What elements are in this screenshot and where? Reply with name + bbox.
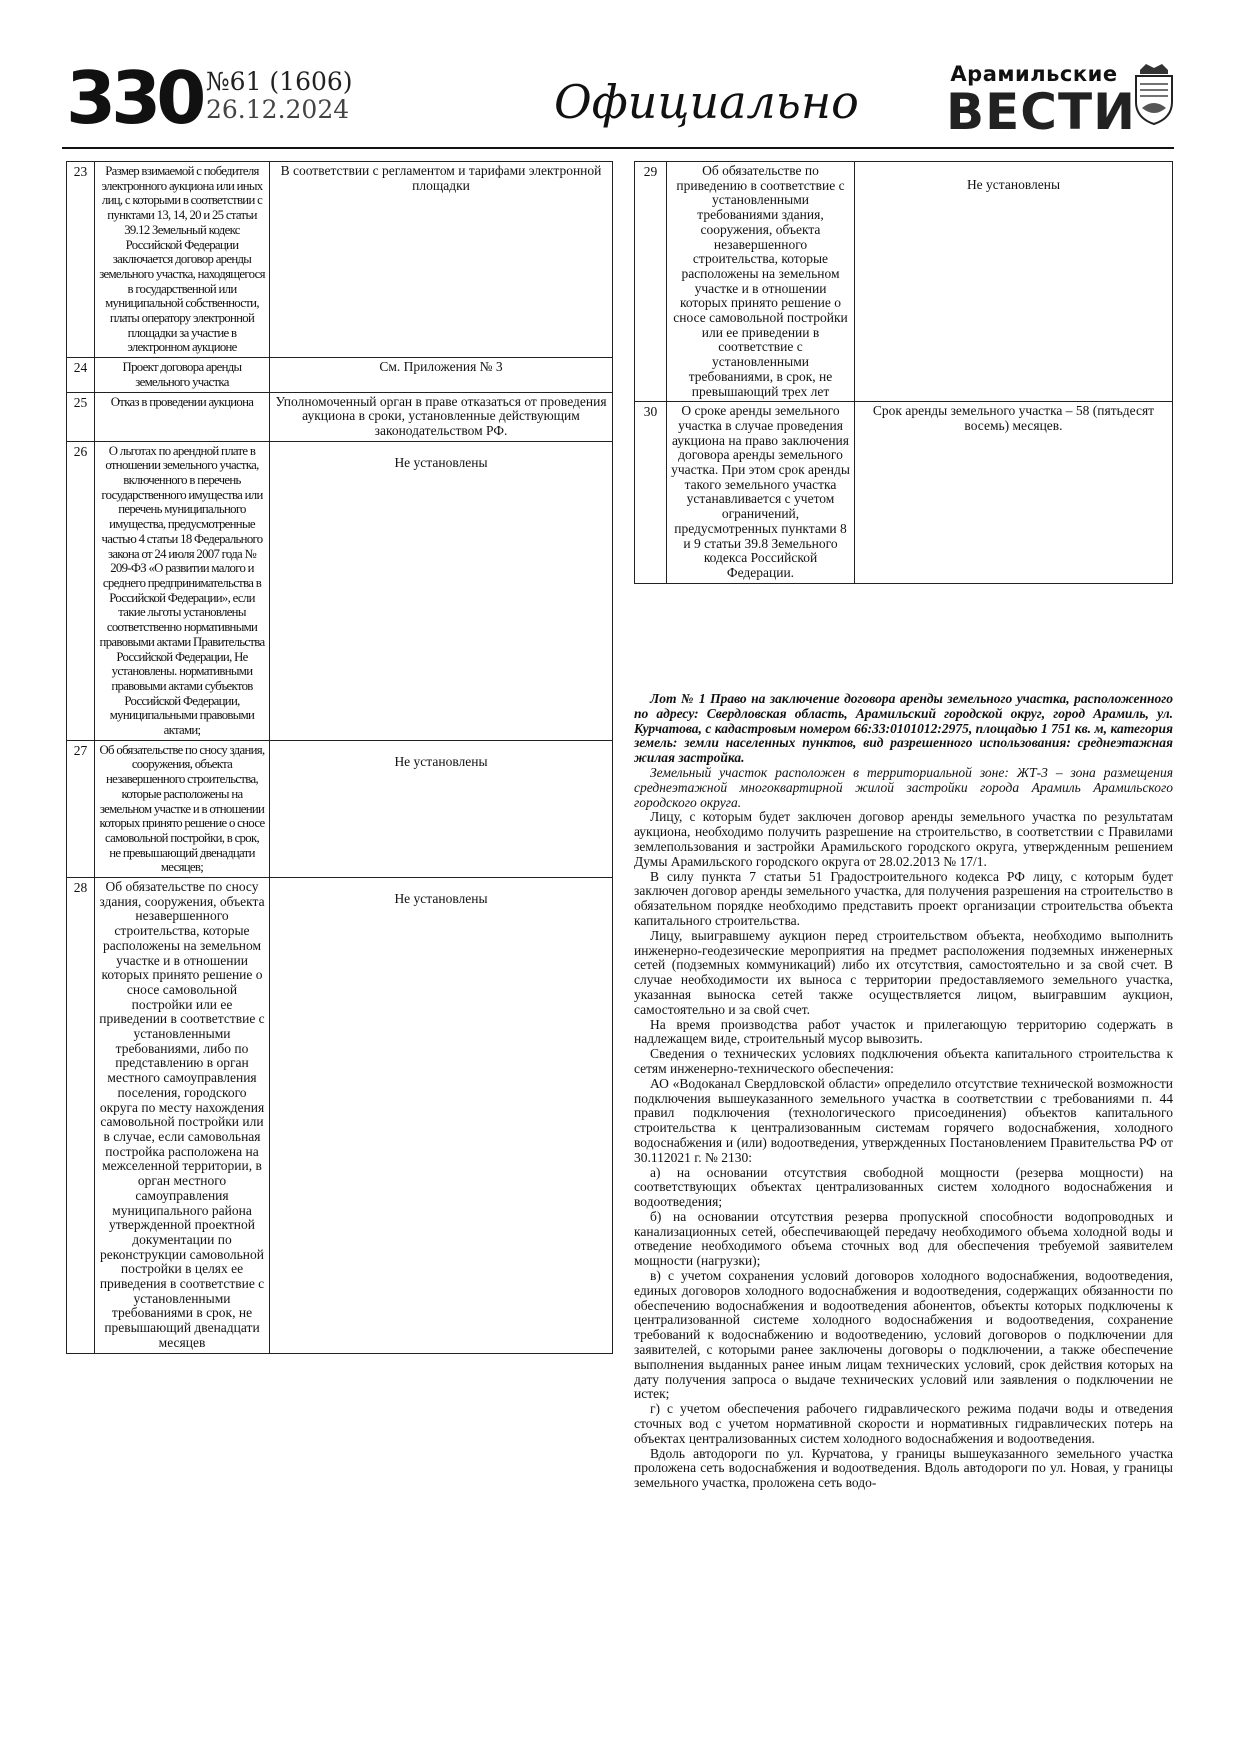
row-value: Не установлены	[270, 740, 613, 877]
row-number: 24	[67, 358, 95, 392]
paragraph: В силу пункта 7 статьи 51 Градостроительного кодекса РФ лицу, с которым будет заключен договор аренды земельного участка, для получения разрешения на строительство в обязательном порядке необходимо представить проект организации строительства объекта капитального строительства.	[634, 868, 1173, 928]
newspaper-logo	[946, 62, 1136, 141]
row-label: Об обязательстве по сносу здания, сооружения, объекта незавершенного строительства, которые расположены на земельном участке и в отношении которых принято решение о сносе самовольной постройки, в срок, не превышающий двенадцати месяцев;	[95, 740, 270, 877]
row-number: 27	[67, 740, 95, 877]
row-number: 29	[635, 162, 667, 402]
row-value: Не установлены	[270, 441, 613, 740]
table-row	[67, 392, 613, 441]
row-value: Не установлены	[855, 162, 1173, 402]
issue-number: №61 (1606)	[206, 67, 353, 96]
issue-date: 26.12.2024	[206, 95, 350, 124]
row-value: Уполномоченный орган в праве отказаться от проведения аукциона в сроки, установленные действующим законодательством РФ.	[270, 392, 613, 441]
auction-conditions-table-left	[66, 161, 613, 1354]
list-item: в) с учетом сохранения условий договоров холодного водоснабжения, водоотведения, единых договоров холодного водоснабжения и водоотведения, содержащих обязанности по обеспечению водоснабжения и водоотведения абонентов, объекты которых подключены к централизованной системе холодного водоснабжения и водоотведения, сохранение требований к водоснабжению и водоотведению, условий договоров о подключении для заявителей, с которыми ранее заключены договоры о подключении, а также обеспечение выполнения выданных ранее иным лицам технических условий, срок действия которых на дату получения запроса о выдаче технических условий или заявления о подключении не истек;	[634, 1268, 1173, 1402]
paragraph: На время производства работ участок и прилегающую территорию содержать в надлежащем виде, строительный мусор вывозить.	[634, 1016, 1173, 1047]
zone-paragraph: Земельный участок расположен в территориальной зоне: ЖТ-3 – зона размещения среднеэтажной многоквартирной жилой застройки города Арамиль Арамильского городского округа.	[634, 764, 1173, 810]
row-number: 25	[67, 392, 95, 441]
row-label: О льготах по арендной плате в отношении земельного участка, включенного в перечень государственного имущества или перечень муниципального имущества, предусмотренные частью 4 статьи 18 Федерального закона от 24 июля 2007 года № 209-ФЗ «О развитии малого и среднего предпринимательства в Российской Федерации», если такие льготы установлены соответственно нормативными правовыми актами Правительства Российской Федерации, Не установлены. нормативными правовыми актами субъектов Российской Федерации, муниципальными правовыми актами;	[95, 441, 270, 740]
lot-heading: Лот № 1 Право на заключение договора аренды земельного участка, расположенного по адресу: Свердловская область, Арамильский городской округ, город Арамиль, ул. Курчатова, с кадастровым номером 66:33:0101012:2975, площадью 1 751 кв. м, категория земель: земли населенных пунктов, вид разрешенного использования: среднеэтажная жилая застройка.	[634, 691, 1173, 766]
list-item: г) с учетом обеспечения рабочего гидравлического режима подачи воды и отведения сточных вод с учетом нормативной скорости и нормативных гидравлических потерь на объектах централизованных систем холодного водоснабжения и водоотведения.	[634, 1401, 1173, 1446]
paragraph: Вдоль автодороги по ул. Курчатова, у границы вышеуказанного земельного участка проложена сеть водоснабжения и водоотведения. Вдоль автодороги по ул. Новая, у границы земельного участка, проложена сеть водо-	[634, 1445, 1173, 1491]
table-row	[67, 358, 613, 392]
header-rule	[62, 147, 1174, 149]
row-value: Не установлены	[270, 878, 613, 1354]
section-title: Официально	[554, 75, 859, 129]
row-number: 26	[67, 441, 95, 740]
lot-description	[634, 692, 1173, 1491]
table-row	[67, 740, 613, 877]
row-label: Об обязательстве по приведению в соответствие с установленными требованиями здания, сооружения, объекта незавершенного строительства, которые расположены на земельном участке и в отношении которых принято решение о сносе самовольной постройки или ее приведении в соответствие с установленными требованиями, в срок, не превышающий трех лет	[667, 162, 855, 402]
table-row	[635, 162, 1173, 402]
page-number: 330	[66, 56, 202, 140]
table-row	[67, 441, 613, 740]
issue-info	[206, 68, 353, 124]
row-label: О сроке аренды земельного участка в случае проведения аукциона на право заключения договора аренды земельного участка. При этом срок аренды такого земельного участка устанавливается с учетом ограничений, предусмотренных пунктами 8 и 9 статьи 39.8 Земельного кодекса Российской Федерации.	[667, 402, 855, 583]
row-label: Об обязательстве по сносу здания, сооружения, объекта незавершенного строительства, которые расположены на земельном участке и в отношении которых принято решение о сносе самовольной постройки или ее приведении в соответствие с установленными требованиями, либо по представлению в орган местного самоуправления поселения, городского округа по месту нахождения самовольной постройки или в случае, если самовольная постройка расположена на межселенной территории, в орган местного самоуправления муниципального района утвержденной проектной документации по реконструкции самовольной постройки в целях ее приведения в соответствие с установленными требованиями в срок, не превышающий двенадцати месяцев	[95, 878, 270, 1354]
row-number: 23	[67, 162, 95, 358]
logo-main-text: ВЕСТИ	[946, 83, 1136, 141]
row-label: Размер взимаемой с победителя электронного аукциона или иных лиц, с которыми в соответствии с пунктами 13, 14, 20 и 25 статьи 39.12 Земельный кодекс Российской Федерации заключается договор аренды земельного участка, находящегося в государственной или муниципальной собственности, платы оператору электронной площадки за участие в электронном аукционе	[95, 162, 270, 358]
paragraph: Лицу, с которым будет заключен договор аренды земельного участка по результатам аукциона, необходимо получить разрешение на строительство, в соответствии с Правилами землепользования и застройки Арамильского городского округа, утвержденным решением Думы Арамильского городского округа от 28.02.2013 № 17/1.	[634, 809, 1173, 869]
logo-top-text: Арамильские	[950, 62, 1118, 86]
paragraph: Сведения о технических условиях подключения объекта капитального строительства к сетям инженерно-технического обеспечения:	[634, 1046, 1173, 1076]
row-number: 28	[67, 878, 95, 1354]
row-label: Отказ в проведении аукциона	[95, 392, 270, 441]
list-item: б) на основании отсутствия резерва пропускной способности водопроводных и канализационных сетей, обеспечивающей передачу необходимого объема холодной воды и отведение необходимого объема сточных вод для обеспечения требуемой заявителем мощности (нагрузки);	[634, 1208, 1173, 1269]
paragraph: АО «Водоканал Свердловской области» определило отсутствие технической возможности подключения вышеуказанного земельного участка в соответствии с требованиями п. 44 правил подключения (технологического присоединения) объектов капитального строительства к централизованным системам горячего водоснабжения, холодного водоснабжения и (или) водоотведения, утвержденных Постановлением Правительства РФ от 30.112021 г. № 2130:	[634, 1075, 1173, 1165]
row-value: Срок аренды земельного участка – 58 (пятьдесят восемь) месяцев.	[855, 402, 1173, 583]
row-value: См. Приложения № 3	[270, 358, 613, 392]
row-label: Проект договора аренды земельного участка	[95, 358, 270, 392]
table-row	[67, 162, 613, 358]
auction-conditions-table-right	[634, 161, 1173, 584]
row-number: 30	[635, 402, 667, 583]
coat-of-arms-icon	[1132, 62, 1176, 126]
list-item: а) на основании отсутствия свободной мощности (резерва мощности) на соответствующих объектах централизованных систем холодного водоснабжения и водоотведения;	[634, 1164, 1173, 1210]
table-row	[67, 878, 613, 1354]
row-value: В соответствии с регламентом и тарифами электронной площадки	[270, 162, 613, 358]
paragraph: Лицу, выигравшему аукцион перед строительством объекта, необходимо выполнить инженерно-геодезические мероприятия на предмет расположения подземных инженерных сетей (подземных коммуникаций) либо их отсутствия, самостоятельно и за свой счет. В случае необходимости их выноса с территории предоставляемого земельного участка, указанная выноска сетей также осуществляется лицом, выигравшим аукцион, самостоятельно и за свой счет.	[634, 927, 1173, 1017]
table-row	[635, 402, 1173, 583]
masthead	[66, 56, 1176, 148]
